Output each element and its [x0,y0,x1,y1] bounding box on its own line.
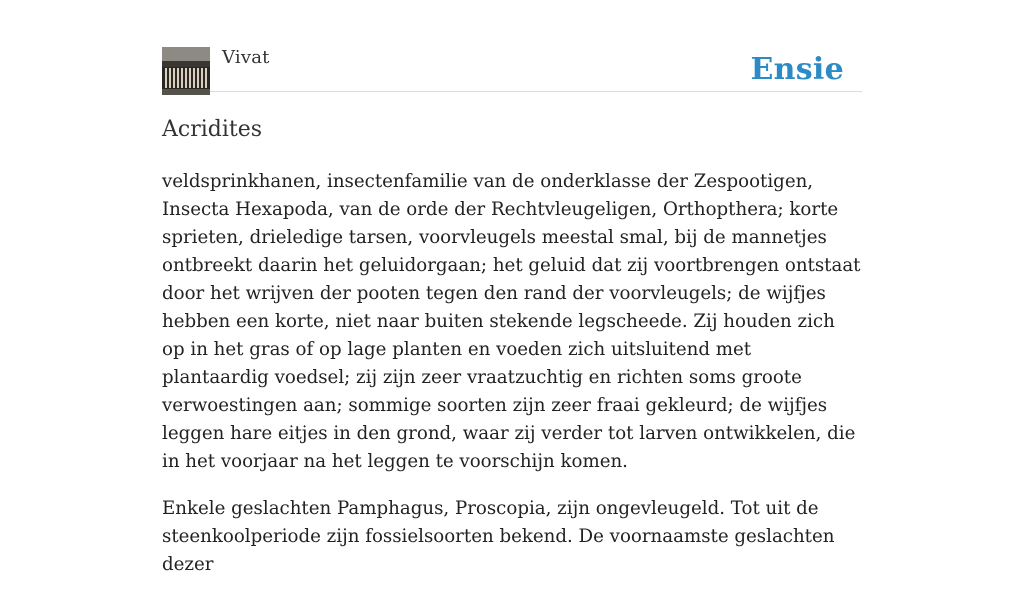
book-shelf-icon [162,47,210,95]
author-name[interactable]: Vivat [222,47,270,68]
article-body [162,168,862,598]
article-title: Acridites [162,117,263,142]
site-logo[interactable]: Ensie [750,52,844,87]
paragraph: Enkele geslachten Pamphagus, Proscopia, zijn ongevleugeld. Tot uit de steenkoolperiode zijn fossielsoorten bekend. De voornaamste geslachten dezer [162,498,835,575]
author-avatar[interactable] [162,47,210,95]
site-header [162,46,862,92]
paragraph: veldsprinkhanen, insectenfamilie van de onderklasse der Zespootigen, Insecta Hexapoda, van de orde der Rechtvleugeligen, Orthopthera; korte sprieten, drieledige tarsen, voorvleugels meestal smal, bij de mannetjes ontbreekt daarin het geluidorgaan; het geluid dat zij voortbrengen ontstaat door het wrijven der pooten tegen den rand der voorvleugels; de wijfjes hebben een korte, niet naar buiten stekende legscheede. Zij houden zich op in het gras of op lage planten en voeden zich uitsluitend met plantaardig voedsel; zij zijn zeer vraatzuchtig en richten soms groote verwoestingen aan; sommige soorten zijn zeer fraai gekleurd; de wijfjes leggen hare eitjes in den grond, waar zij verder tot larven ontwikkelen, die in het voorjaar na het leggen te voorschijn komen. [162,171,861,472]
